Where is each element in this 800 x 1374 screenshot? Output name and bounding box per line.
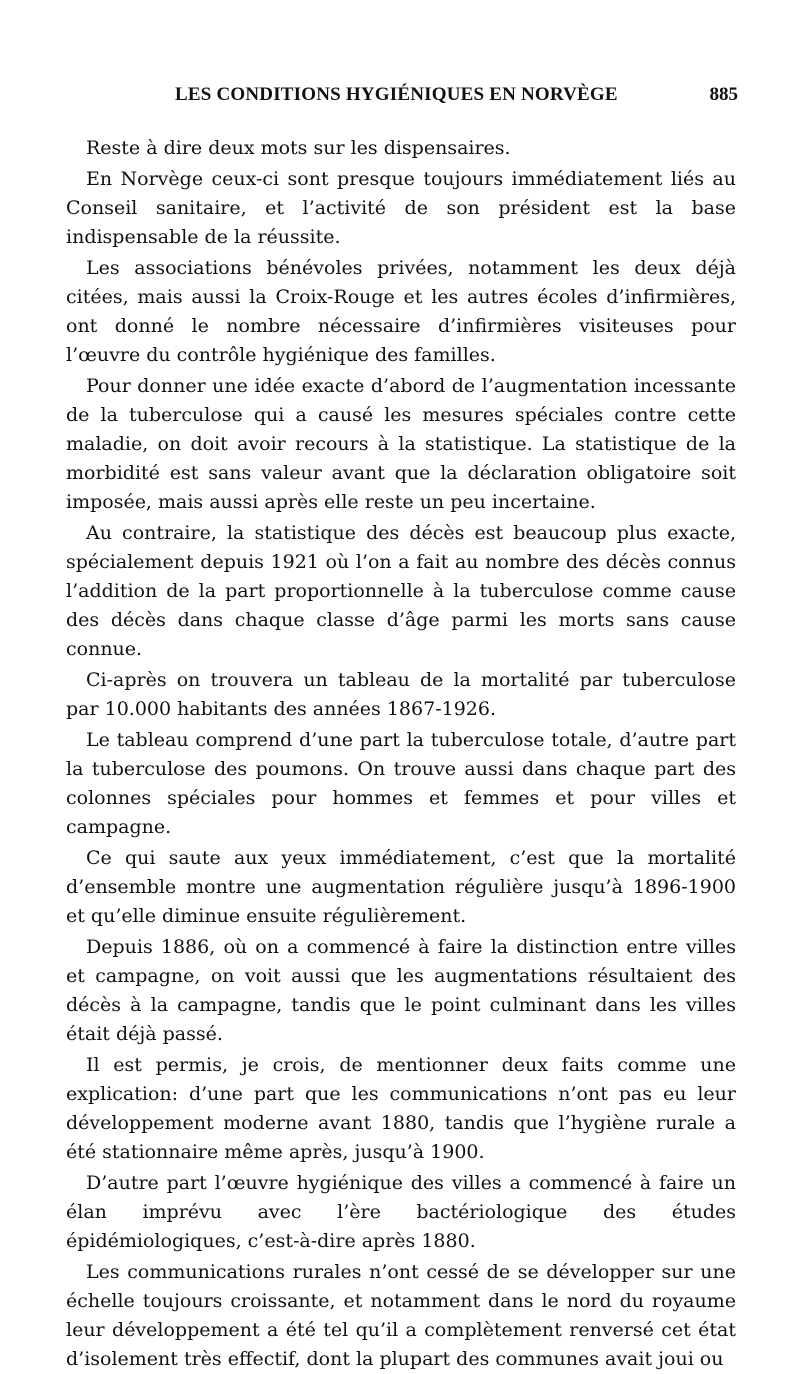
running-header xyxy=(175,84,738,114)
paragraph: Au contraire, la statistique des décès est beaucoup plus exacte, spécialement depuis 1921 où l’on a fait au nombre des décès connus l’addition de la part proportionnelle à la tuberculose comme cause des décès dans chaque classe d’âge parmi les morts sans cause connue. xyxy=(66,522,736,660)
paragraph: Ce qui saute aux yeux immédiatement, c’est que la mortalité d’ensemble montre une augmentation régulière jusqu’à 1896-1900 et qu’elle diminue ensuite régulièrement. xyxy=(66,847,736,927)
paragraph: Il est permis, je crois, de mentionner deux faits comme une explication: d’une part que les communications n’ont pas eu leur développement moderne avant 1880, tandis que l’hygiène rurale a été stationnaire même après, jusqu’à 1900. xyxy=(66,1054,736,1163)
running-title: LES CONDITIONS HYGIÉNIQUES EN NORVÈGE xyxy=(175,84,618,105)
body-text xyxy=(66,134,736,1374)
paragraph: En Norvège ceux-ci sont presque toujours immédiatement liés au Conseil sanitaire, et l’activité de son président est la base indispensable de la réussite. xyxy=(66,168,736,248)
paragraph: Reste à dire deux mots sur les dispensaires. xyxy=(86,137,511,159)
paragraph: D’autre part l’œuvre hygiénique des villes a commencé à faire un élan imprévu avec l’ère bactériologique des études épidémiologiques, c’est-à-dire après 1880. xyxy=(66,1172,736,1252)
paragraph: Pour donner une idée exacte d’abord de l’augmentation incessante de la tuberculose qui a causé les mesures spéciales contre cette maladie, on doit avoir recours à la statistique. La statistique de la morbidité est sans valeur avant que la déclaration obligatoire soit imposée, mais aussi après elle reste un peu incertaine. xyxy=(66,375,736,513)
paragraph: Ci-après on trouvera un tableau de la mortalité par tuberculose par 10.000 habitants des années 1867-1926. xyxy=(66,669,736,720)
page-number: 885 xyxy=(709,84,738,105)
paragraph: Le tableau comprend d’une part la tuberculose totale, d’autre part la tuberculose des poumons. On trouve aussi dans chaque part des colonnes spéciales pour hommes et femmes et pour villes et campagne. xyxy=(66,729,736,838)
paragraph: Les communications rurales n’ont cessé de se développer sur une échelle toujours croissante, et notamment dans le nord du royaume leur développement a été tel qu’il a complètement renversé cet état d’isolement très effectif, dont la plupart des communes avait joui ou xyxy=(66,1261,736,1370)
paragraph: Les associations bénévoles privées, notamment les deux déjà citées, mais aussi la Croix-Rouge et les autres écoles d’infirmières, ont donné le nombre nécessaire d’infirmières visiteuses pour l’œuvre du contrôle hygiénique des familles. xyxy=(66,257,736,366)
paragraph: Depuis 1886, où on a commencé à faire la distinction entre villes et campagne, on voit aussi que les augmentations résultaient des décès à la campagne, tandis que le point culminant dans les villes était déjà passé. xyxy=(66,936,736,1045)
